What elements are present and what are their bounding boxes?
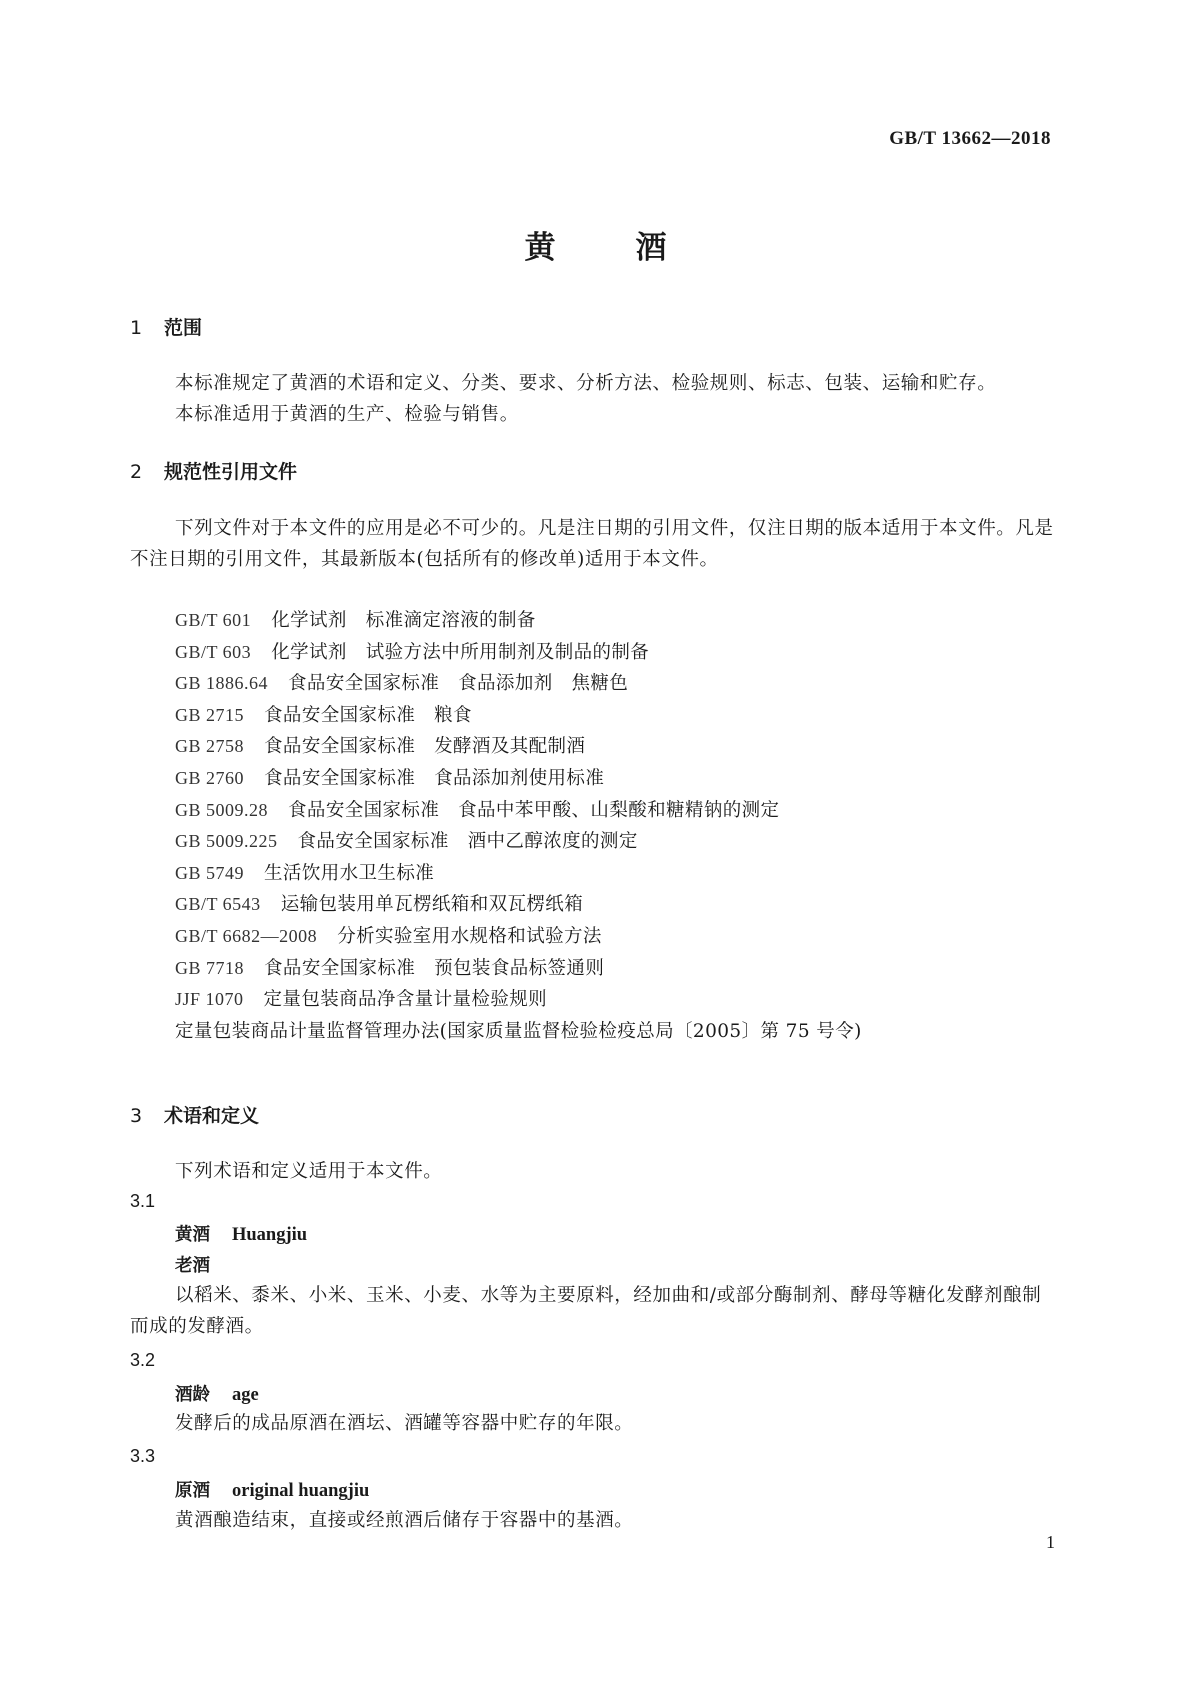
- reference-item: [175, 731, 862, 763]
- reference-title: 定量包装商品净含量计量检验规则: [263, 989, 548, 1011]
- reference-item: [175, 700, 862, 732]
- reference-list: [175, 605, 862, 1047]
- reference-code: GB 5009.225: [175, 831, 278, 852]
- reference-item: [175, 763, 862, 795]
- term-english: original huangjiu: [232, 1481, 370, 1501]
- title-char-2: 酒: [635, 230, 667, 266]
- reference-title: 运输包装用单瓦楞纸箱和双瓦楞纸箱: [280, 894, 584, 916]
- reference-item: [175, 953, 862, 985]
- reference-item: [175, 1016, 862, 1048]
- reference-code: GB/T 6543: [175, 894, 261, 915]
- term-definition: 以稻米、黍米、小米、玉米、小麦、水等为主要原料，经加曲和/或部分酶制剂、酵母等糖化发酵剂酿制而成的发酵酒。: [130, 1285, 1042, 1337]
- reference-title: 食品安全国家标准 酒中乙醇浓度的测定: [297, 831, 638, 853]
- reference-item: [175, 921, 862, 953]
- reference-title: 化学试剂 试验方法中所用制剂及制品的制备: [271, 641, 650, 663]
- reference-code: GB 2760: [175, 767, 245, 788]
- reference-title: 食品安全国家标准 预包装食品标签通则: [264, 957, 605, 979]
- reference-code: JJF 1070: [175, 989, 244, 1010]
- page-number: 1: [1046, 1532, 1055, 1552]
- reference-code: GB 1886.64: [175, 673, 269, 694]
- reference-title: 食品安全国家标准 发酵酒及其配制酒: [264, 736, 586, 758]
- reference-item: [175, 795, 862, 827]
- term-heading: [175, 1477, 369, 1502]
- term-chinese: 原酒: [175, 1481, 210, 1501]
- term-alias: 老酒: [175, 1256, 210, 1276]
- term-heading: [175, 1221, 307, 1246]
- section-number: 2: [130, 461, 143, 483]
- term-number: 3.2: [130, 1350, 156, 1370]
- term-number: 3.3: [130, 1446, 156, 1466]
- term-definition: 发酵后的成品原酒在酒坛、酒罐等容器中贮存的年限。: [175, 1413, 634, 1434]
- reference-item: [175, 858, 862, 890]
- reference-code: GB 2758: [175, 736, 245, 757]
- reference-title: 分析实验室用水规格和试验方法: [337, 925, 602, 947]
- reference-item: [175, 605, 862, 637]
- standard-code: GB/T 13662—2018: [889, 128, 1051, 149]
- term-heading: [175, 1381, 259, 1406]
- section-title: 术语和定义: [164, 1105, 260, 1127]
- term-english: Huangjiu: [232, 1225, 308, 1245]
- reference-title: 食品安全国家标准 食品添加剂 焦糖色: [288, 673, 629, 695]
- section-title: 规范性引用文件: [164, 461, 298, 483]
- reference-title: 定量包装商品计量监督管理办法(国家质量监督检验检疫总局〔2005〕第 75 号令): [175, 1020, 862, 1042]
- reference-title: 食品安全国家标准 食品中苯甲酸、山梨酸和糖精钠的测定: [288, 799, 780, 821]
- reference-code: GB/T 6682—2008: [175, 925, 318, 946]
- title-char-1: 黄: [524, 230, 556, 266]
- paragraph: 下列文件对于本文件的应用是必不可少的。凡是注日期的引用文件，仅注日期的版本适用于本文件。凡是不注日期的引用文件，其最新版本(包括所有的修改单)适用于本文件。: [130, 518, 1054, 570]
- section-title: 范围: [164, 317, 203, 339]
- paragraph: 下列术语和定义适用于本文件。: [175, 1161, 443, 1182]
- reference-code: GB 2715: [175, 704, 245, 725]
- reference-item: [175, 984, 862, 1016]
- section-number: 1: [130, 317, 143, 339]
- section-2-heading: [130, 457, 297, 484]
- reference-item: [175, 668, 862, 700]
- paragraph: 本标准适用于黄酒的生产、检验与销售。: [175, 404, 519, 425]
- reference-code: GB 5009.28: [175, 799, 269, 820]
- document-title: [0, 222, 1191, 267]
- reference-item: [175, 889, 862, 921]
- reference-code: GB 7718: [175, 957, 245, 978]
- term-number: 3.1: [130, 1191, 156, 1211]
- reference-title: 化学试剂 标准滴定溶液的制备: [271, 610, 536, 631]
- reference-title: 食品安全国家标准 粮食: [264, 704, 472, 726]
- section-1-heading: [130, 313, 202, 340]
- reference-code: GB/T 603: [175, 641, 252, 662]
- reference-title: 食品安全国家标准 食品添加剂使用标准: [264, 767, 605, 789]
- reference-item: [175, 637, 862, 669]
- term-definition: 黄酒酿造结束，直接或经煎酒后储存于容器中的基酒。: [175, 1510, 634, 1531]
- paragraph: 本标准规定了黄酒的术语和定义、分类、要求、分析方法、检验规则、标志、包装、运输和贮存。: [175, 373, 997, 394]
- section-number: 3: [130, 1105, 143, 1127]
- section-3-heading: [130, 1101, 259, 1128]
- term-chinese: 酒龄: [175, 1385, 210, 1405]
- reference-title: 生活饮用水卫生标准: [264, 862, 435, 884]
- term-english: age: [232, 1385, 259, 1405]
- reference-code: GB/T 601: [175, 610, 252, 630]
- reference-code: GB 5749: [175, 862, 245, 883]
- term-chinese: 黄酒: [175, 1225, 210, 1245]
- reference-item: [175, 826, 862, 858]
